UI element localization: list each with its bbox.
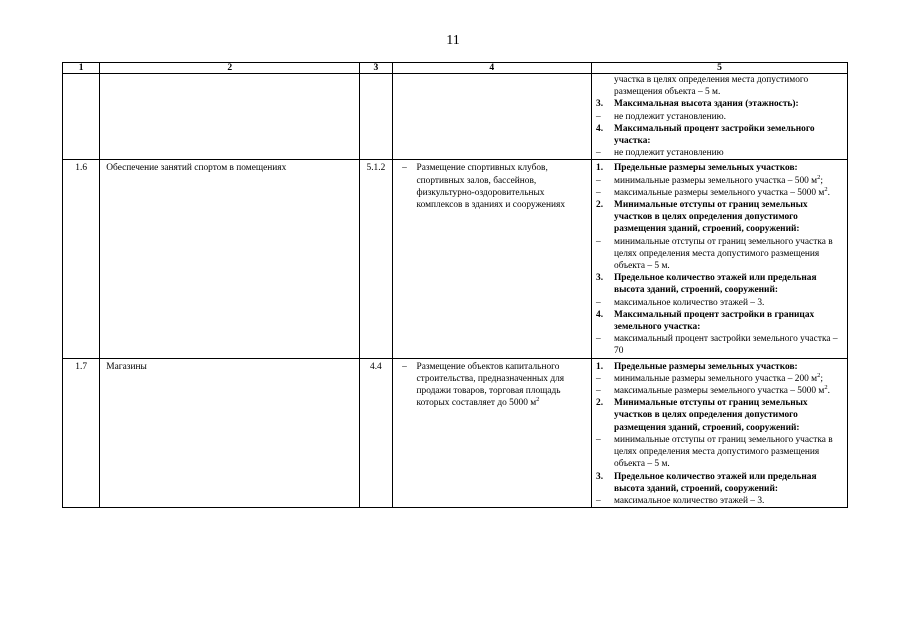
parameters-cell (592, 160, 848, 358)
param-line (592, 147, 847, 159)
param-line (592, 495, 847, 507)
parameters-cell (592, 358, 848, 507)
item-number: 2. (596, 200, 604, 211)
table-row (63, 160, 848, 358)
param-heading: Максимальная высота здания (этажность): (614, 99, 799, 110)
continuation-line: размещения объекта – 5 м. (614, 87, 721, 98)
param-value: минимальные размеры земельного участка – 200 $м^2$; (614, 371, 823, 384)
dash-marker: – (596, 187, 601, 198)
item-number: 4. (596, 123, 604, 134)
header-col-4: 4 (392, 63, 592, 74)
param-line (592, 236, 847, 273)
continuation-params-cell (592, 74, 848, 160)
dash-marker: – (596, 495, 601, 506)
param-value: максимальное количество этажей – 3. (614, 297, 765, 308)
param-line (592, 434, 847, 471)
param-line (592, 175, 847, 187)
dash-marker: – (596, 297, 601, 308)
param-heading: Минимальные отступы от границ земельных участков в целях определения допустимого размещения зданий, строений, сооружений: (614, 398, 808, 433)
dash-marker: – (402, 163, 407, 174)
param-heading: Максимальный процент застройки в границах земельного участка: (614, 309, 815, 333)
header-col-3: 3 (360, 63, 392, 74)
zoning-regulations-table (62, 62, 848, 508)
param-heading: Минимальные отступы от границ земельных участков в целях определения допустимого размещения зданий, строений, сооружений: (614, 200, 808, 235)
table-row (63, 358, 848, 507)
param-line (592, 309, 847, 333)
param-line (592, 471, 847, 495)
param-line (592, 187, 847, 199)
param-heading: Предельные размеры земельных участков: (614, 163, 798, 174)
usage-description-cell (392, 160, 592, 358)
continuation-row (63, 74, 848, 160)
item-number: 1. (596, 361, 604, 372)
header-col-1: 1 (63, 63, 100, 74)
param-value: максимальные размеры земельного участка – 5000 $м^2$. (614, 185, 830, 198)
param-line (592, 199, 847, 236)
param-value: минимальные размеры земельного участка – 500 $м^2$; (614, 173, 823, 186)
item-number: 1. (596, 163, 604, 174)
header-row (63, 63, 848, 74)
dash-marker: – (596, 334, 601, 345)
item-number: 3. (596, 273, 604, 284)
land-use-name: Обеспечение занятий спортом в помещениях (100, 160, 360, 358)
row-number: 1.6 (63, 160, 100, 358)
param-line (592, 123, 847, 147)
param-value: максимальный процент застройки земельного участка – 70 (614, 334, 838, 357)
header-col-5: 5 (592, 63, 848, 74)
dash-marker: – (402, 361, 407, 372)
dash-marker: – (596, 111, 601, 122)
usage-description-cell (392, 358, 592, 507)
row-number: 1.7 (63, 358, 100, 507)
land-use-name: Магазины (100, 358, 360, 507)
param-line (592, 111, 847, 123)
param-line (592, 297, 847, 309)
classifier-code: 4.4 (360, 358, 392, 507)
param-value: максимальные размеры земельного участка – 5000 $м^2$. (614, 383, 830, 397)
dash-marker: – (596, 236, 601, 247)
param-heading: Предельные размеры земельных участков: (614, 361, 798, 372)
dash-marker: – (596, 175, 601, 186)
param-line (592, 98, 847, 110)
classifier-code: 5.1.2 (360, 160, 392, 358)
param-line (592, 385, 847, 397)
dash-marker: – (596, 373, 601, 384)
dash-marker: – (596, 434, 601, 445)
param-heading: Максимальный процент застройки земельного участка: (614, 123, 815, 147)
param-value: не подлежит установлению. (614, 111, 726, 122)
param-value: минимальные отступы от границ земельного участка в целях определения места допустимого размещения объекта – 5 м. (614, 236, 833, 272)
param-heading: Предельное количество этажей или предельная высота зданий, строений, сооружений: (614, 273, 817, 296)
item-number: 4. (596, 309, 604, 320)
item-number: 3. (596, 471, 604, 482)
continuation-line: участка в целях определения места допустимого (614, 75, 809, 85)
dash-marker: – (596, 148, 601, 159)
header-col-2: 2 (100, 63, 360, 74)
usage-description: Размещение объектов капитального строительства, предназначенных для продажи товаров, торговая площадь которых составляет до 5000 $м^2$ (416, 361, 565, 409)
param-line (592, 361, 847, 373)
param-line (592, 162, 847, 174)
param-line (592, 397, 847, 434)
usage-description: Размещение спортивных клубов, спортивных залов, бассейнов, физкультурно-оздоровительных комплексов в зданиях и сооружениях (416, 163, 566, 211)
page-number: 11 (446, 33, 460, 48)
param-heading: Предельное количество этажей или предельная высота зданий, строений, сооружений: (614, 471, 817, 494)
param-line (592, 333, 847, 357)
item-number: 3. (596, 99, 604, 110)
dash-marker: – (596, 386, 601, 397)
param-line (592, 373, 847, 385)
item-number: 2. (596, 398, 604, 409)
param-line (592, 272, 847, 296)
param-value: не подлежит установлению (614, 148, 724, 159)
param-value: минимальные отступы от границ земельного участка в целях определения места допустимого размещения объекта – 5 м. (614, 434, 833, 470)
param-value: максимальное количество этажей – 3. (614, 495, 765, 506)
